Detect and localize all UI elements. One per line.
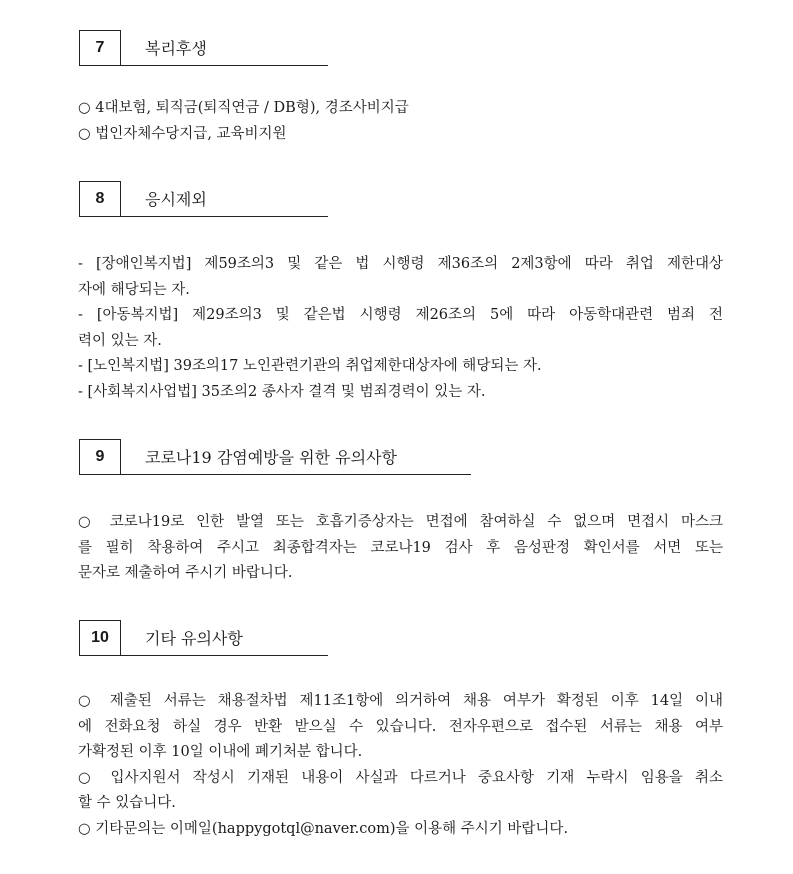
paragraph-line: ○ 입사지원서 작성시 기재된 내용이 사실과 다르거나 중요사항 기재 누락시 임용을 취소: [78, 769, 723, 786]
paragraph-line: - [노인복지법] 39조의17 노인관련기관의 취업제한대상자에 해당되는 자.: [78, 358, 542, 374]
section-title: 복리후생: [121, 30, 328, 66]
paragraph-line: 할 수 있습니다.: [78, 795, 176, 811]
section-number: 8: [79, 181, 121, 217]
section-title: 코로나19 감염예방을 위한 유의사항: [121, 439, 471, 475]
paragraph-line: - [사회복지사업법] 35조의2 종사자 결격 및 범죄경력이 있는 자.: [78, 383, 486, 400]
paragraph-line: 가확정된 이후 10일 이내에 폐기처분 합니다.: [78, 744, 363, 760]
paragraph-line: ○ 제출된 서류는 채용절차법 제11조1항에 의거하여 채용 여부가 확정된 이후 14일 이내: [78, 693, 723, 709]
paragraph-line: ○ 기타문의는 이메일(happygotql@naver.com)을 이용해 주시기 바랍니다.: [78, 820, 569, 837]
section-title: 기타 유의사항: [121, 620, 328, 656]
section-number: 7: [79, 30, 121, 66]
section-8-body: [78, 252, 723, 405]
paragraph-line: 력이 있는 자.: [78, 332, 162, 349]
paragraph-line: - [아동복지법] 제29조의3 및 같은법 시행령 제26조의 5에 따라 아동학대관련 범죄 전: [78, 307, 723, 323]
section-number: 9: [79, 439, 121, 475]
section-10-body: [78, 689, 723, 842]
paragraph-line: 에 전화요청 하실 경우 반환 받으실 수 있습니다. 전자우편으로 접수된 서류는 채용 여부: [78, 718, 723, 735]
paragraph-line: - [장애인복지법] 제59조의3 및 같은 법 시행령 제36조의 2제3항에 따라 취업 제한대상: [78, 256, 723, 272]
paragraph-line: 를 필히 착용하여 주시고 최종합격자는 코로나19 검사 후 음성판정 확인서를 서면 또는: [78, 539, 723, 556]
paragraph-line: ○ 법인자체수당지급, 교육비지원: [78, 125, 287, 142]
section-7-body: [78, 96, 723, 147]
section-9-body: [78, 510, 723, 587]
section-number: 10: [79, 620, 121, 656]
paragraph-line: 자에 해당되는 자.: [78, 281, 190, 298]
paragraph-line: 문자로 제출하여 주시기 바랍니다.: [78, 565, 293, 581]
paragraph-line: ○ 코로나19로 인한 발열 또는 호흡기증상자는 면접에 참여하실 수 없으며 면접시 마스크: [78, 514, 723, 530]
section-title: 응시제외: [121, 181, 328, 217]
paragraph-line: ○ 4대보험, 퇴직금(퇴직연금 / DB형), 경조사비지급: [78, 100, 409, 116]
